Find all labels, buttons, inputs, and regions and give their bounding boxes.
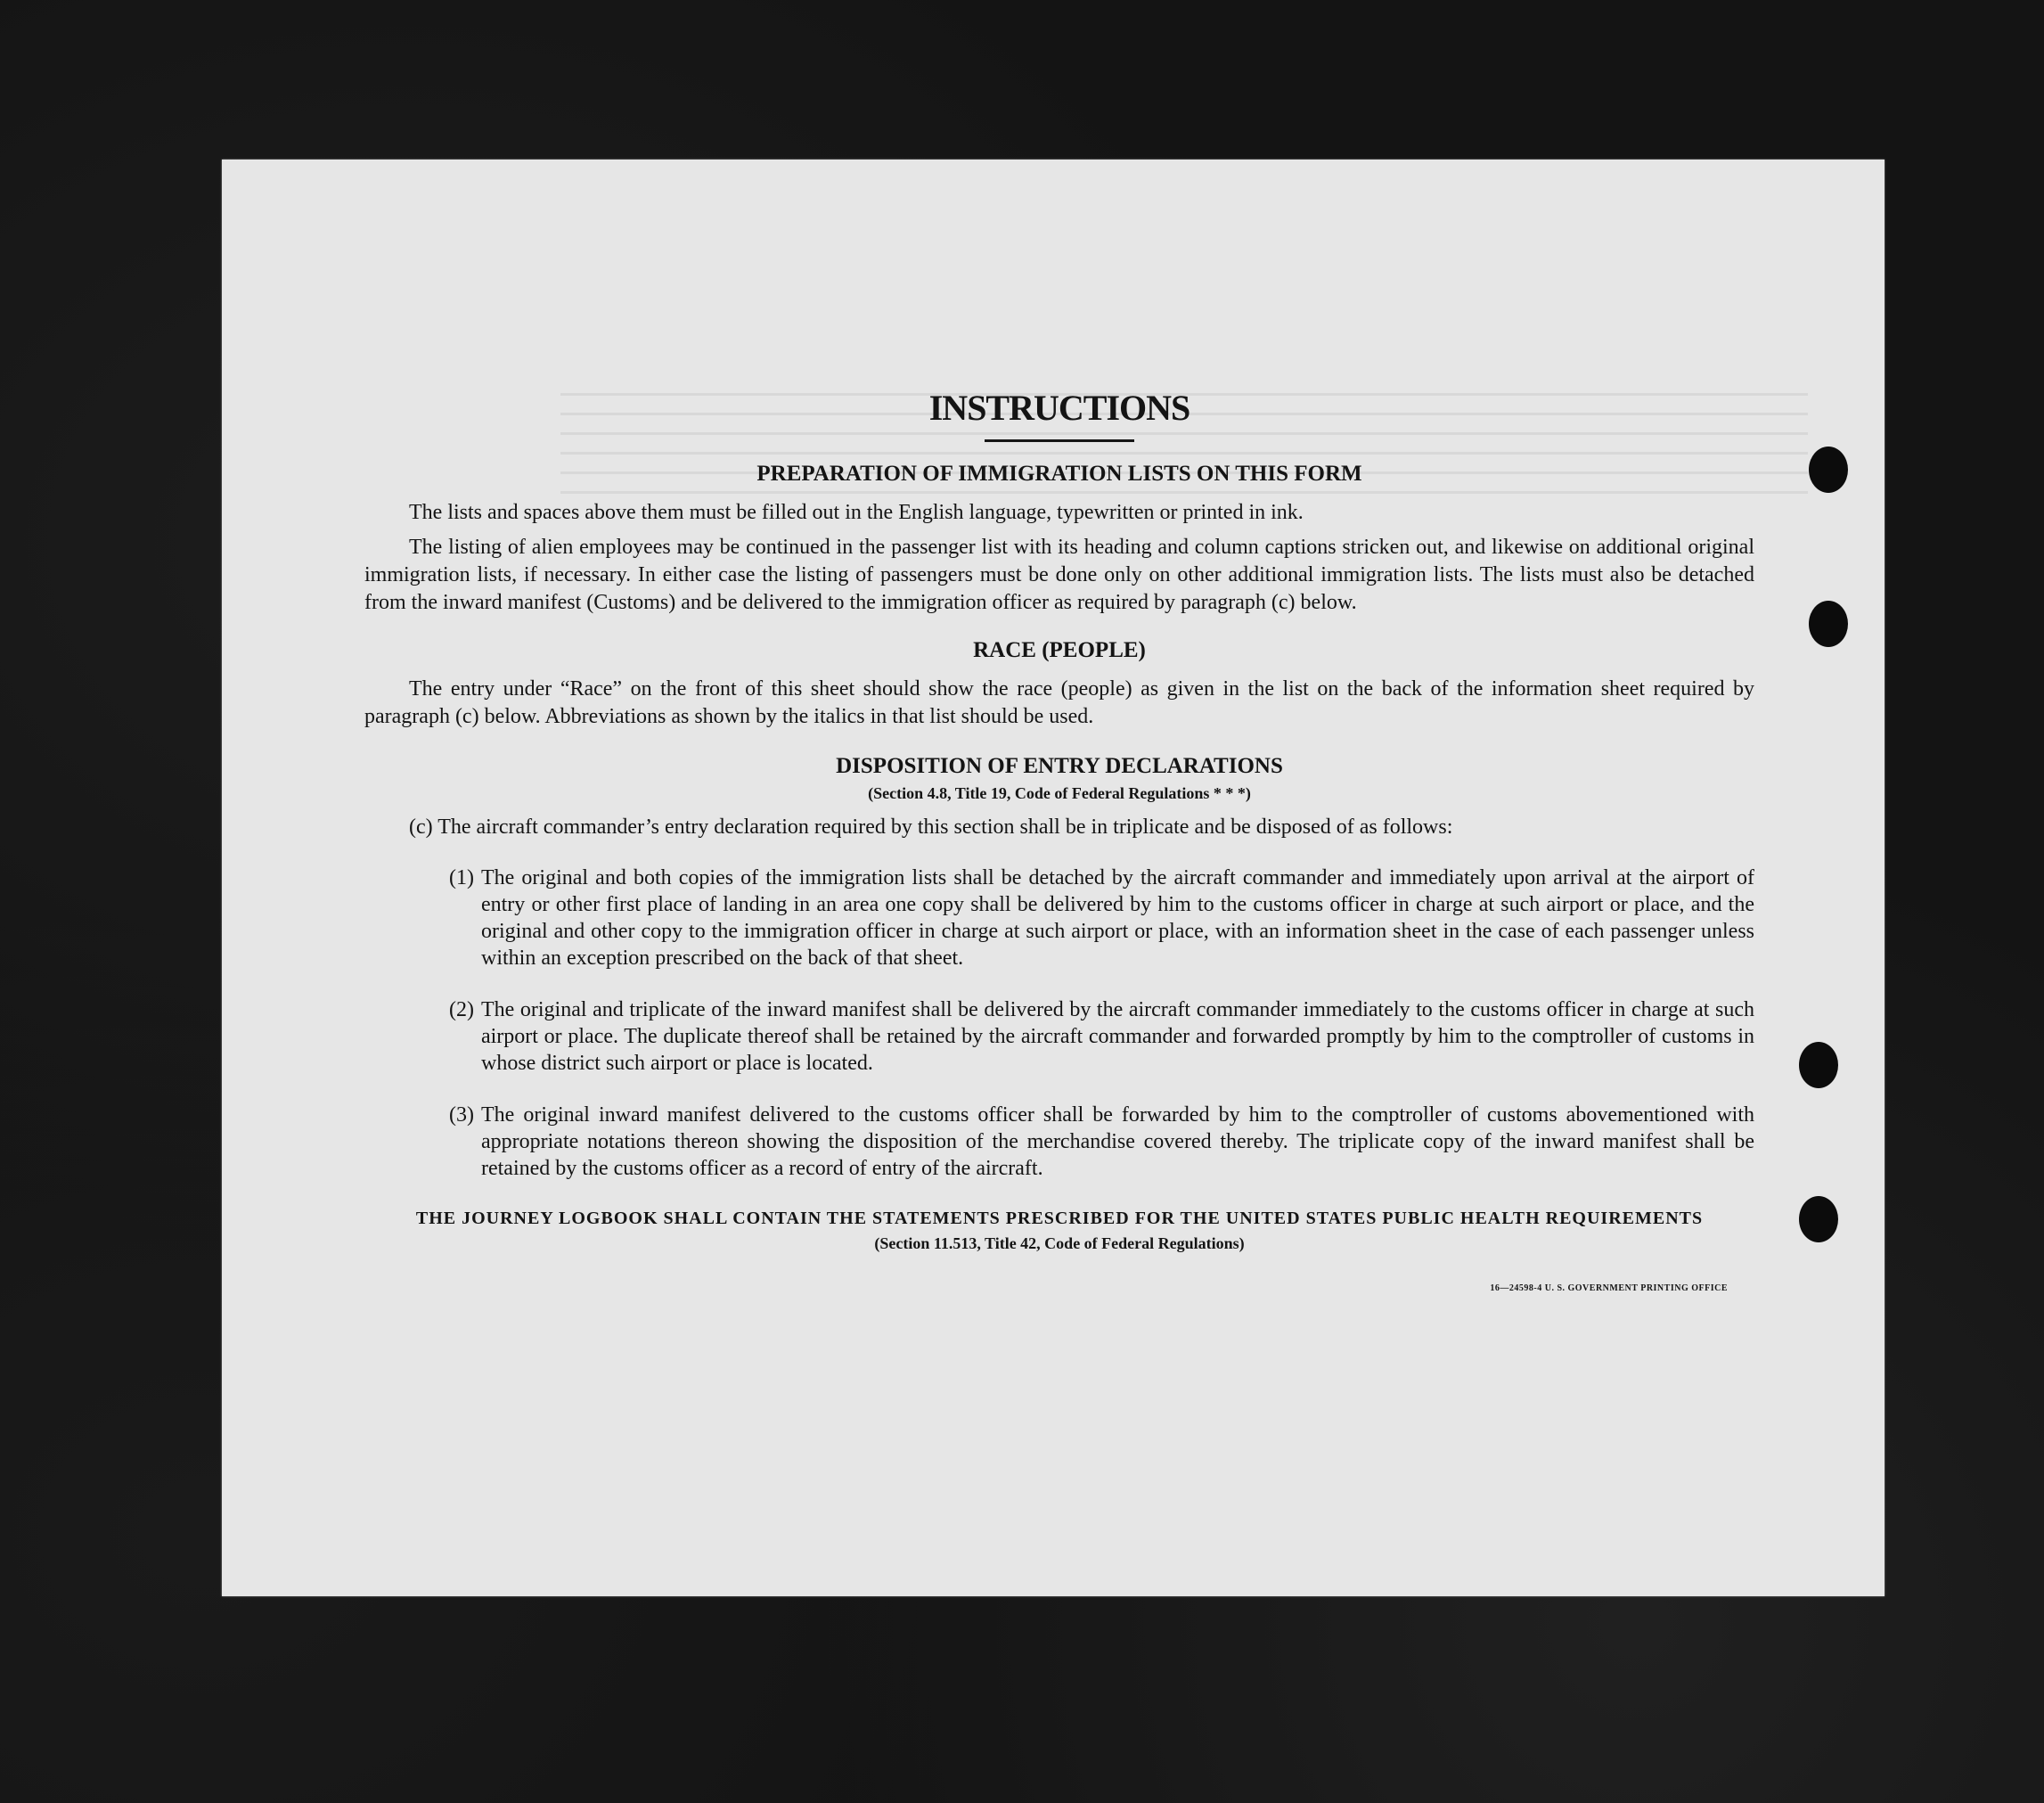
disposition-citation: (Section 4.8, Title 19, Code of Federal Regulations * * *) [868, 784, 1251, 802]
disposition-heading: DISPOSITION OF ENTRY DECLARATIONS [836, 754, 1283, 778]
list-item [449, 1102, 1754, 1182]
title-underline [985, 439, 1134, 442]
list-item-text: The original and both copies of the immigration lists shall be detached by the aircraft commander and immediately upon arrival at the airport of entry or other first place of landing in an area one copy shall be delivered by him to the customs officer in charge at such airport or place, and the original and other copy to the immigration officer in charge at such airport or place, with an information sheet in the case of each passenger unless within an exception prescribed on the back of that sheet. [480, 866, 1754, 970]
printer-imprint: 16—24598-4 U. S. GOVERNMENT PRINTING OFFICE [1490, 1283, 1728, 1293]
list-item [449, 996, 1754, 1077]
punch-hole [1799, 1196, 1838, 1242]
punch-hole [1809, 447, 1848, 493]
punch-hole [1799, 1042, 1838, 1088]
preparation-heading: PREPARATION OF IMMIGRATION LISTS ON THIS FORM [756, 462, 1362, 486]
list-item-number: (3) [449, 1103, 474, 1127]
punch-hole [1809, 601, 1848, 647]
preparation-paragraph: The lists and spaces above them must be filled out in the English language, typewritten or printed in ink. [409, 501, 1304, 524]
list-item-text: The original inward manifest delivered to the customs officer shall be forwarded by him to the comptroller of customs abovementioned with appropriate notations thereon showing the disposition of the merchandise covered thereby. The triplicate copy of the inward manifest shall be retained by the customs officer as a record of entry of the aircraft. [480, 1103, 1754, 1180]
list-item [449, 865, 1754, 971]
document-sheet [222, 160, 1885, 1596]
instructions-content [364, 387, 1754, 1293]
disposition-intro: (c) The aircraft commander’s entry declaration required by this section shall be in triplicate and be disposed of as follows: [409, 815, 1453, 839]
footer-heading: THE JOURNEY LOGBOOK SHALL CONTAIN THE STATEMENTS PRESCRIBED FOR THE UNITED STATES PUBLIC HEALTH REQUIREMENTS [415, 1209, 1704, 1228]
race-paragraph: The entry under “Race” on the front of this sheet should show the race (people) as given in the list on the back of the information sheet required by paragraph (c) below. Abbreviations as shown by the italics in that list should be used. [364, 677, 1754, 728]
page-title: INSTRUCTIONS [928, 388, 1190, 428]
list-item-text: The original and triplicate of the inward manifest shall be delivered by the aircraft commander immediately to the customs officer in charge at such airport or place. The duplicate thereof shall be retained by the aircraft commander and forwarded promptly by him to the comptroller of customs in whose district such airport or place is located. [480, 998, 1754, 1075]
footer-citation: (Section 11.513, Title 42, Code of Federal Regulations) [874, 1234, 1245, 1252]
preparation-paragraph: The listing of alien employees may be continued in the passenger list with its heading and column captions stricken out, and likewise on additional original immigration lists, if necessary. In either case the listing of passengers must be done only on other additional immigration lists. The lists must also be detached from the inward manifest (Customs) and be delivered to the immigration officer as required by paragraph (c) below. [364, 536, 1754, 614]
list-item-number: (2) [449, 998, 474, 1021]
list-item-number: (1) [449, 866, 474, 889]
race-heading: RACE (PEOPLE) [973, 638, 1146, 662]
